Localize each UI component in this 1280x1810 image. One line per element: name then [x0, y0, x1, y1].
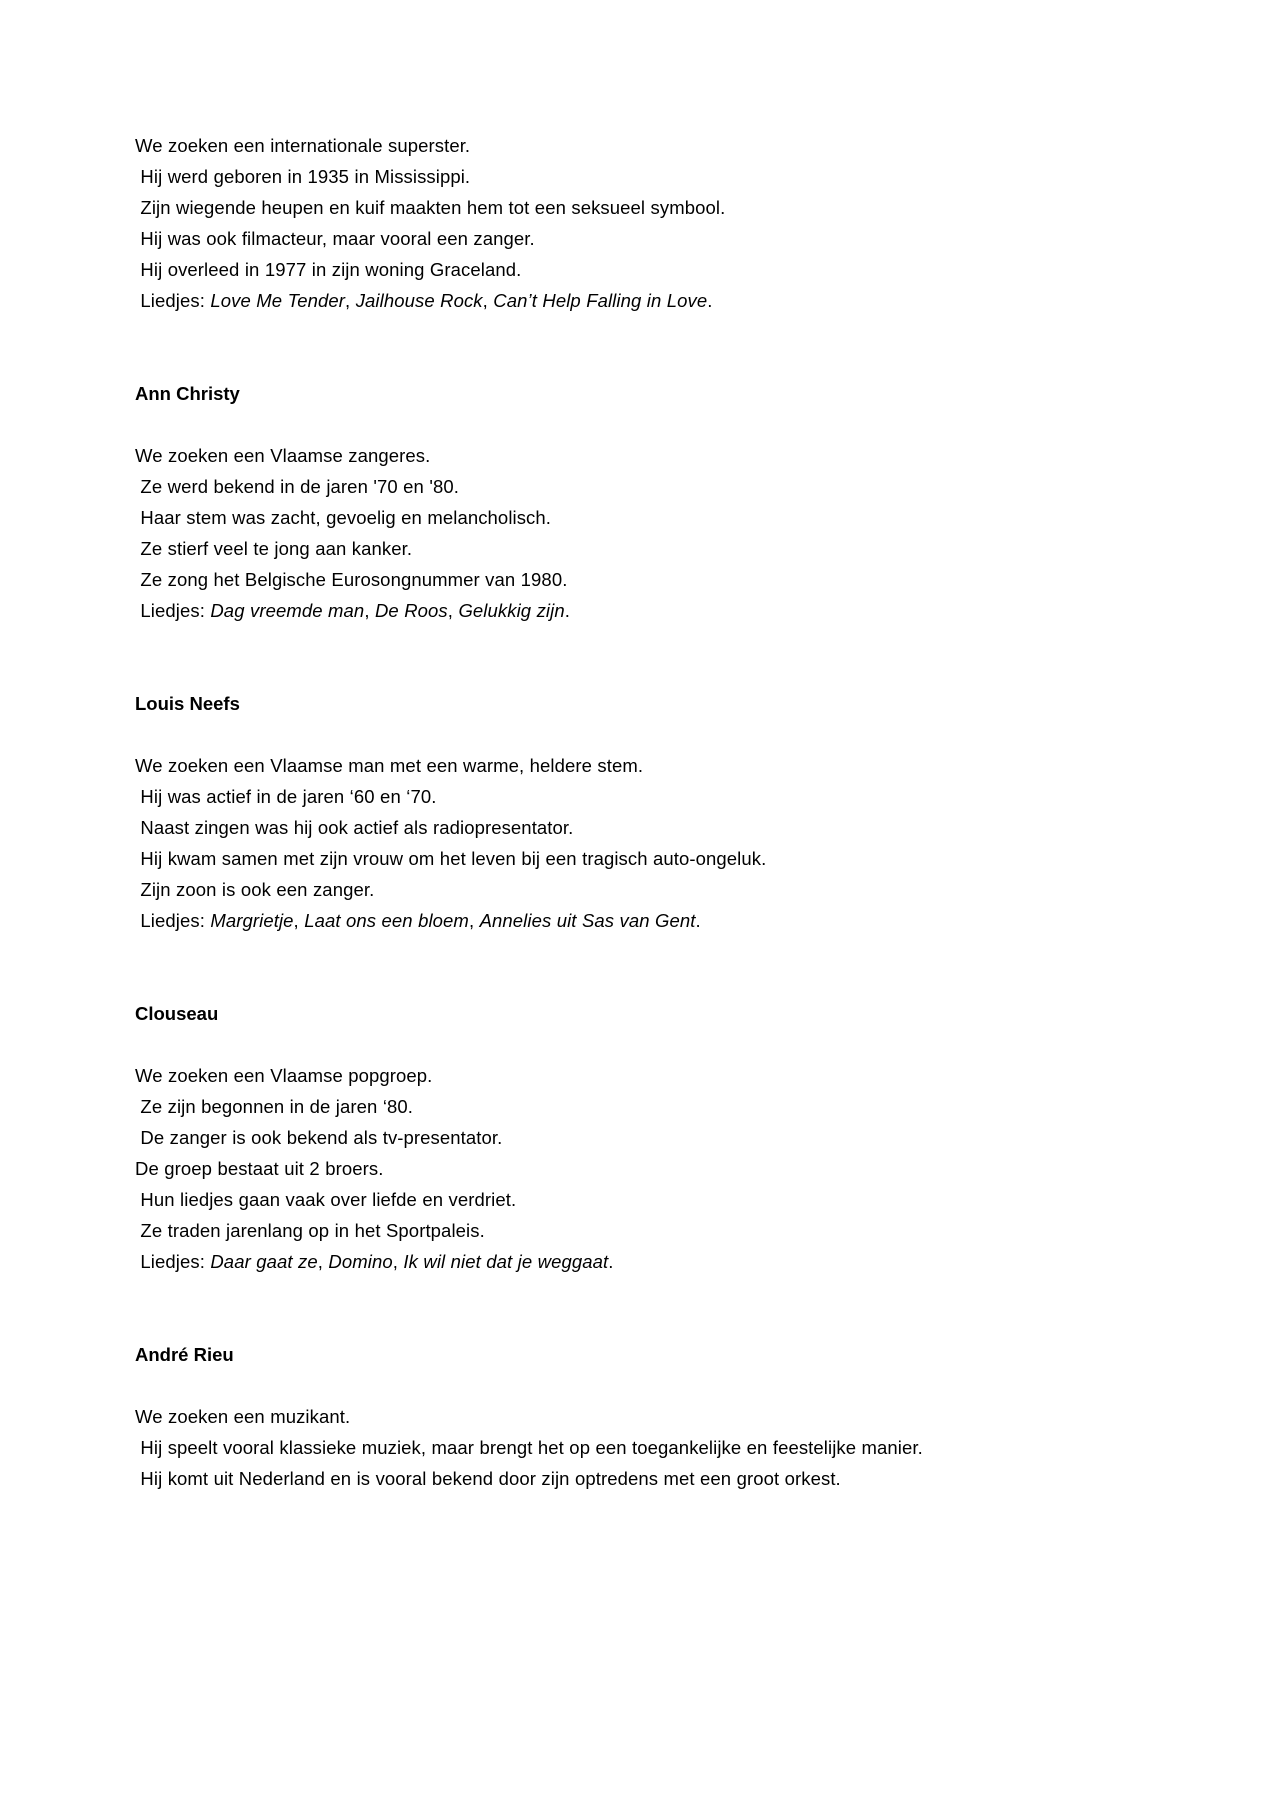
song-separator: , [447, 600, 459, 621]
songs-terminator: . [564, 600, 570, 621]
song-title: Laat ons een bloem [304, 910, 469, 931]
riddle-clue-line: We zoeken een Vlaamse popgroep. [135, 1065, 433, 1086]
riddle-clue-line: Ze werd bekend in de jaren '70 en '80. [135, 476, 459, 497]
section-heading: Ann Christy [135, 383, 240, 404]
heading-gap [135, 1029, 1135, 1060]
song-title: Ik wil niet dat je weggaat [403, 1251, 609, 1272]
document-body [135, 130, 1135, 1494]
riddle-clue-line: Hun liedjes gaan vaak over liefde en verdriet. [135, 1189, 517, 1210]
song-title: Domino [328, 1251, 393, 1272]
riddle-clue-line: Hij komt uit Nederland en is vooral bekend door zijn optredens met een groot orkest. [135, 1468, 841, 1489]
riddle-clue-line: We zoeken een internationale superster. [135, 135, 471, 156]
song-separator: , [293, 910, 305, 931]
song-title: De Roos [374, 600, 448, 621]
riddle-clue-line: Hij kwam samen met zijn vrouw om het leven bij een tragisch auto-ongeluk. [135, 848, 767, 869]
song-separator: , [482, 290, 494, 311]
song-title: Gelukkig zijn [458, 600, 565, 621]
song-title: Margrietje [210, 910, 294, 931]
songs-line [135, 1246, 1135, 1277]
songs-line [135, 905, 1135, 936]
section-heading: André Rieu [135, 1344, 234, 1365]
riddle-clue-line: Zijn zoon is ook een zanger. [135, 879, 375, 900]
songs-line [135, 285, 1135, 316]
riddle-paragraph [135, 440, 1135, 626]
riddle-paragraph [135, 1401, 1135, 1494]
riddle-clue-line: De groep bestaat uit 2 broers. [135, 1158, 384, 1179]
section-heading: Louis Neefs [135, 693, 240, 714]
riddle-clue-line: We zoeken een Vlaamse zangeres. [135, 445, 431, 466]
songs-label: Liedjes: [135, 290, 211, 311]
riddle-paragraph [135, 130, 1135, 316]
section-gap [135, 936, 1135, 998]
song-title: Love Me Tender [210, 290, 346, 311]
section-gap [135, 316, 1135, 378]
heading-gap [135, 719, 1135, 750]
songs-label: Liedjes: [135, 600, 211, 621]
riddle-clue-line: Haar stem was zacht, gevoelig en melancholisch. [135, 507, 552, 528]
heading-gap [135, 409, 1135, 440]
song-separator: , [468, 910, 480, 931]
songs-label: Liedjes: [135, 1251, 211, 1272]
song-title: Can’t Help Falling in Love [493, 290, 708, 311]
song-title: Daar gaat ze [210, 1251, 318, 1272]
riddle-clue-line: Hij speelt vooral klassieke muziek, maar brengt het op een toegankelijke en feestelijke manier. [135, 1437, 923, 1458]
riddle-clue-line: Hij was actief in de jaren ‘60 en ‘70. [135, 786, 437, 807]
riddle-clue-line: We zoeken een muzikant. [135, 1406, 351, 1427]
riddle-clue-line: Naast zingen was hij ook actief als radiopresentator. [135, 817, 574, 838]
song-separator: , [364, 600, 375, 621]
riddle-paragraph [135, 1060, 1135, 1277]
riddle-clue-line: Hij overleed in 1977 in zijn woning Graceland. [135, 259, 522, 280]
riddle-clue-line: Zijn wiegende heupen en kuif maakten hem tot een seksueel symbool. [135, 197, 726, 218]
song-separator: , [345, 290, 356, 311]
section-heading: Clouseau [135, 1003, 219, 1024]
riddle-clue-line: Ze traden jarenlang op in het Sportpaleis. [135, 1220, 485, 1241]
riddle-paragraph [135, 750, 1135, 936]
riddle-clue-line: Hij werd geboren in 1935 in Mississippi. [135, 166, 471, 187]
riddle-clue-line: Ze zong het Belgische Eurosongnummer van 1980. [135, 569, 568, 590]
songs-terminator: . [695, 910, 701, 931]
riddle-clue-line: We zoeken een Vlaamse man met een warme, heldere stem. [135, 755, 644, 776]
riddle-clue-line: Hij was ook filmacteur, maar vooral een zanger. [135, 228, 535, 249]
songs-terminator: . [707, 290, 713, 311]
songs-line [135, 595, 1135, 626]
song-title: Annelies uit Sas van Gent [479, 910, 696, 931]
songs-terminator: . [608, 1251, 614, 1272]
heading-gap [135, 1370, 1135, 1401]
song-title: Jailhouse Rock [355, 290, 483, 311]
song-title: Dag vreemde man [210, 600, 365, 621]
song-separator: , [317, 1251, 329, 1272]
section-gap [135, 626, 1135, 688]
songs-label: Liedjes: [135, 910, 211, 931]
riddle-clue-line: Ze zijn begonnen in de jaren ‘80. [135, 1096, 414, 1117]
riddle-clue-line: De zanger is ook bekend als tv-presentator. [135, 1127, 503, 1148]
song-separator: , [392, 1251, 404, 1272]
section-gap [135, 1277, 1135, 1339]
riddle-clue-line: Ze stierf veel te jong aan kanker. [135, 538, 413, 559]
